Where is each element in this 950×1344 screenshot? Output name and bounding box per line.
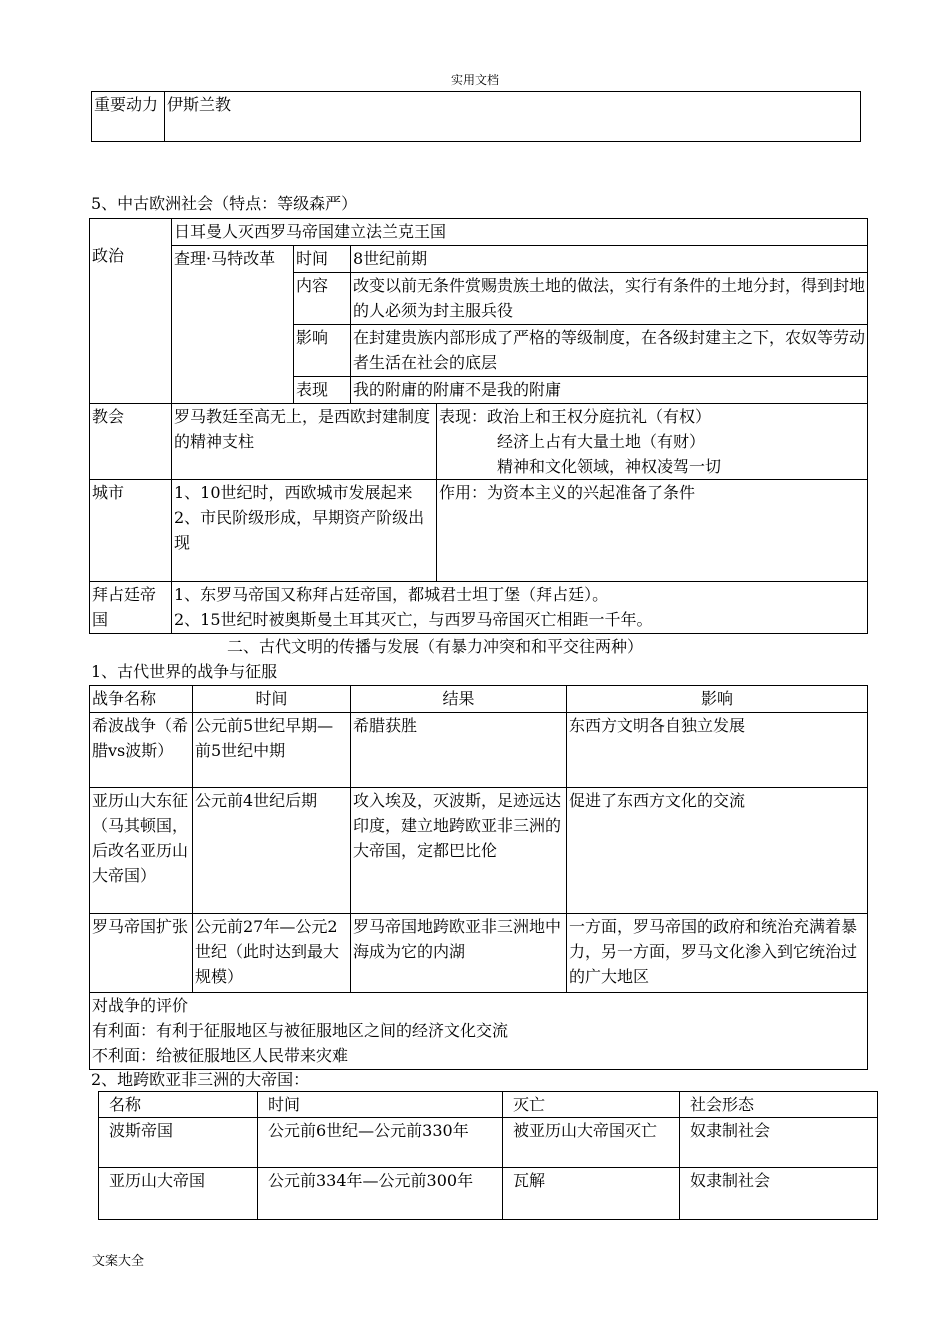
church-right-line: 经济上占有大量土地（有财） <box>497 432 706 451</box>
church-right-line: 表现：政治上和王权分庭抗礼（有权） <box>439 407 712 426</box>
war-cell: 希腊获胜 <box>351 713 567 788</box>
empire-cell: 被亚历山大帝国灭亡 <box>503 1118 680 1168</box>
byz-label: 拜占廷帝国 <box>90 582 172 634</box>
city-line: 2、市民阶级形成，早期资产阶级出现 <box>174 508 425 552</box>
eval-line: 不利面：给被征服地区人民带来灾难 <box>92 1046 349 1065</box>
war-cell: 攻入埃及，灭波斯，足迹远达印度，建立地跨欧亚非三洲的大帝国，定都巴比伦 <box>351 788 567 914</box>
eval-line: 有利面：有利于征服地区与被征服地区之间的经济文化交流 <box>92 1021 509 1040</box>
reform-key: 内容 <box>294 273 351 325</box>
city-line: 1、10世纪时，西欧城市发展起来 <box>174 483 413 502</box>
empire-cell: 波斯帝国 <box>99 1118 258 1168</box>
war-cell: 一方面，罗马帝国的政府和统治充满着暴力，另一方面，罗马文化渗入到它统治过的广大地区 <box>567 914 868 993</box>
table-wars <box>89 685 868 1070</box>
byz-line: 1、东罗马帝国又称拜占廷帝国，都城君士坦丁堡（拜占廷）。 <box>174 585 609 604</box>
church-right-line: 精神和文化领域，神权凌驾一切 <box>497 457 722 476</box>
empire-cell: 公元前334年—公元前300年 <box>258 1168 503 1220</box>
war-cell: 东西方文明各自独立发展 <box>567 713 868 788</box>
empire-header: 名称 <box>99 1092 258 1118</box>
byz-content <box>172 582 868 634</box>
church-left: 罗马教廷至高无上，是西欧封建制度的精神支柱 <box>172 404 437 480</box>
table-empires <box>98 1091 878 1220</box>
reform-key: 表现 <box>294 377 351 404</box>
reform-value: 8世纪前期 <box>351 246 868 273</box>
value-cell: 伊斯兰教 <box>165 92 861 142</box>
reform-key: 时间 <box>294 246 351 273</box>
table-medieval-europe <box>89 218 868 634</box>
church-label: 教会 <box>90 404 172 480</box>
war-cell: 罗马帝国地跨欧亚非三洲地中海成为它的内湖 <box>351 914 567 993</box>
part2-title: 二、古代文明的传播与发展（有暴力冲突和和平交往两种） <box>227 637 644 656</box>
war-cell: 促进了东西方文化的交流 <box>567 788 868 914</box>
politics-top: 日耳曼人灭西罗马帝国建立法兰克王国 <box>172 219 868 246</box>
war-cell: 公元前4世纪后期 <box>193 788 351 914</box>
reform-key: 影响 <box>294 325 351 377</box>
war-header: 影响 <box>567 686 868 713</box>
empire-cell: 瓦解 <box>503 1168 680 1220</box>
page-header: 实用文档 <box>450 73 499 87</box>
table-motive <box>91 91 861 142</box>
empire-cell: 公元前6世纪—公元前330年 <box>258 1118 503 1168</box>
city-right: 作用：为资本主义的兴起准备了条件 <box>437 480 868 582</box>
empire-header: 灭亡 <box>503 1092 680 1118</box>
empire-cell: 奴隶制社会 <box>680 1168 878 1220</box>
church-right <box>437 404 868 480</box>
reform-value: 在封建贵族内部形成了严格的等级制度，在各级封建主之下，农奴等劳动者生活在社会的底层 <box>351 325 868 377</box>
byz-line: 2、15世纪时被奥斯曼土耳其灭亡，与西罗马帝国灭亡相距一千年。 <box>174 610 653 629</box>
reform-value: 我的附庸的附庸不是我的附庸 <box>351 377 868 404</box>
part2-sub2: 2、地跨欧亚非三洲的大帝国： <box>91 1070 310 1089</box>
reform-value: 改变以前无条件赏赐贵族土地的做法，实行有条件的土地分封，得到封地的人必须为封主服兵役 <box>351 273 868 325</box>
section5-heading: 5、中古欧洲社会（特点：等级森严） <box>91 194 358 213</box>
war-cell: 希波战争（希腊vs波斯） <box>90 713 193 788</box>
city-label: 城市 <box>90 480 172 582</box>
empire-header: 社会形态 <box>680 1092 878 1118</box>
war-header: 战争名称 <box>90 686 193 713</box>
war-evaluation <box>90 993 868 1070</box>
label-cell: 重要动力 <box>92 92 165 142</box>
reform-cell: 查理·马特改革 <box>172 246 294 404</box>
page-footer: 文案大全 <box>92 1254 145 1269</box>
empire-header: 时间 <box>258 1092 503 1118</box>
war-cell: 亚历山大东征（马其顿国，后改名亚历山大帝国） <box>90 788 193 914</box>
war-cell: 公元前5世纪早期—前5世纪中期 <box>193 713 351 788</box>
war-header: 结果 <box>351 686 567 713</box>
politics-label: 政治 <box>90 219 172 404</box>
empire-cell: 奴隶制社会 <box>680 1118 878 1168</box>
empire-cell: 亚历山大帝国 <box>99 1168 258 1220</box>
eval-line: 对战争的评价 <box>92 996 189 1015</box>
city-left <box>172 480 437 582</box>
part2-sub1: 1、古代世界的战争与征服 <box>91 662 278 681</box>
war-cell: 罗马帝国扩张 <box>90 914 193 993</box>
war-header: 时间 <box>193 686 351 713</box>
war-cell: 公元前27年—公元2世纪（此时达到最大规模） <box>193 914 351 993</box>
